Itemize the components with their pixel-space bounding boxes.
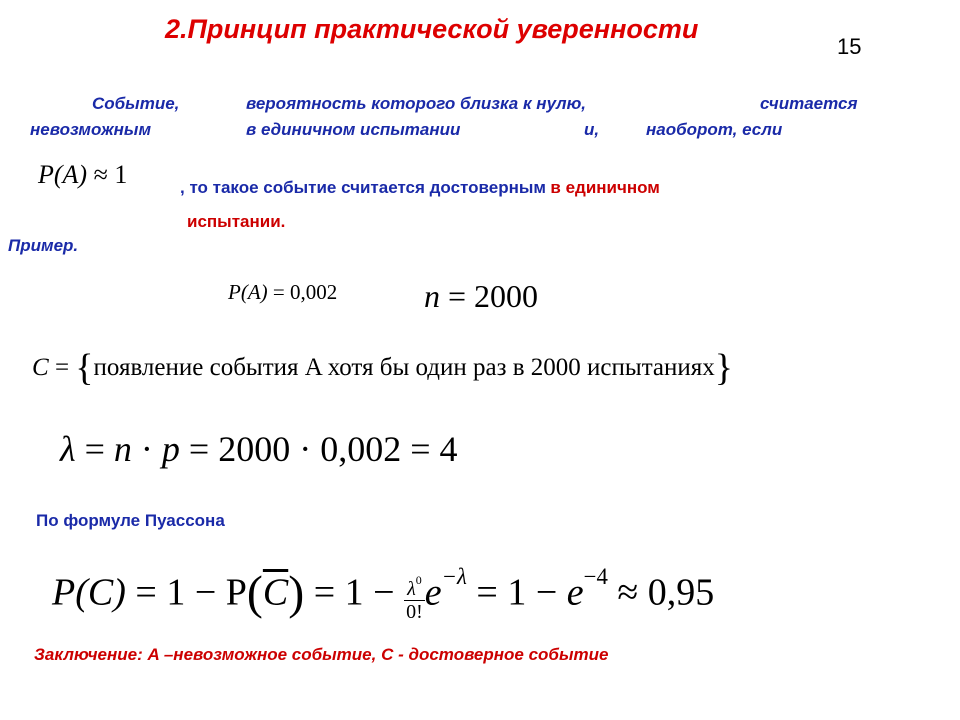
formula3-var: n	[424, 278, 440, 314]
para1-single-trial: в единичном испытании	[246, 120, 461, 139]
formula6-eq3: = 1 −	[476, 571, 558, 614]
para2-trial: испытании.	[187, 212, 286, 231]
poisson-label: По формуле Пуассона	[36, 511, 225, 530]
formula-pa-value	[228, 280, 337, 305]
formula6-num-exp: 0	[415, 572, 422, 587]
formula4-eq: =	[54, 354, 70, 381]
formula6-approx: ≈	[617, 571, 639, 614]
formula5-lambda: λ	[60, 429, 76, 469]
formula-lambda	[60, 428, 458, 470]
formula6-e2-exp: −4	[583, 564, 608, 589]
formula6-e2: e	[566, 571, 584, 614]
formula5-dot: ·	[140, 429, 153, 469]
formula5-eq1: =	[84, 429, 105, 469]
conclusion-text: Заключение: A –невозможное событие, C - достоверное событие	[34, 645, 609, 664]
para1-probability-close-to-zero: вероятность которого близка к нулю,	[246, 94, 587, 113]
page-number: 15	[837, 34, 862, 59]
formula6-result: 0,95	[647, 571, 715, 614]
formula2-eq: =	[272, 280, 285, 304]
formula6-one-minus-p: 1 − P	[166, 571, 247, 614]
formula-n-value	[424, 278, 538, 315]
formula3-rhs: 2000	[474, 278, 539, 314]
formula6-e1: e	[424, 571, 442, 614]
formula5-expr: 2000 · 0,002	[218, 429, 402, 469]
formula5-p: p	[161, 429, 180, 469]
para1-conversely-if: наоборот, если	[646, 120, 783, 139]
formula6-eq1: =	[135, 571, 157, 614]
formula2-rhs: 0,002	[290, 280, 338, 304]
para2-reliable-event: , то такое событие считается достоверным	[180, 178, 546, 197]
example-label: Пример.	[8, 236, 79, 255]
formula1-op: ≈	[93, 160, 108, 189]
para2-single: в единичном	[550, 178, 660, 197]
para1-word-event: Событие,	[92, 94, 180, 113]
para1-word-and: и,	[584, 120, 600, 139]
formula5-n: n	[113, 429, 132, 469]
formula6-close-paren: )	[288, 566, 305, 620]
formula6-den: 0!	[406, 600, 423, 623]
formula5-eq3: =	[410, 429, 431, 469]
para2-line1	[180, 178, 660, 198]
formula1-lhs: P(A)	[38, 160, 88, 189]
para1-word-considered: считается	[760, 94, 858, 113]
formula6-eq2: = 1 −	[313, 571, 395, 614]
formula6-open-paren: (	[246, 566, 263, 620]
slide-title: 2.Принцип практической уверенности	[165, 14, 699, 44]
formula4-close-brace: }	[714, 347, 734, 389]
formula4-text: появление события A хотя бы один раз в 2000 испытаниях	[93, 354, 715, 381]
formula5-eq2: =	[188, 429, 210, 469]
formula6-pc: P(C)	[52, 571, 126, 614]
formula-poisson	[52, 564, 714, 623]
formula2-lhs: P(A)	[228, 280, 268, 304]
formula-pa-approx-1	[38, 160, 127, 190]
formula4-open-brace: {	[75, 347, 94, 389]
formula-event-c-definition	[32, 346, 733, 390]
formula3-eq: =	[448, 278, 467, 314]
formula6-c-bar: $\overline{C}$	[262, 571, 289, 614]
formula4-var: C	[32, 354, 49, 381]
formula1-rhs: 1	[114, 160, 128, 189]
formula6-fraction	[404, 569, 425, 623]
formula6-e1-exp: −λ	[441, 564, 467, 589]
formula5-result: 4	[439, 429, 458, 469]
formula6-num-lambda: λ	[407, 577, 416, 600]
para1-word-impossible: невозможным	[30, 120, 152, 139]
